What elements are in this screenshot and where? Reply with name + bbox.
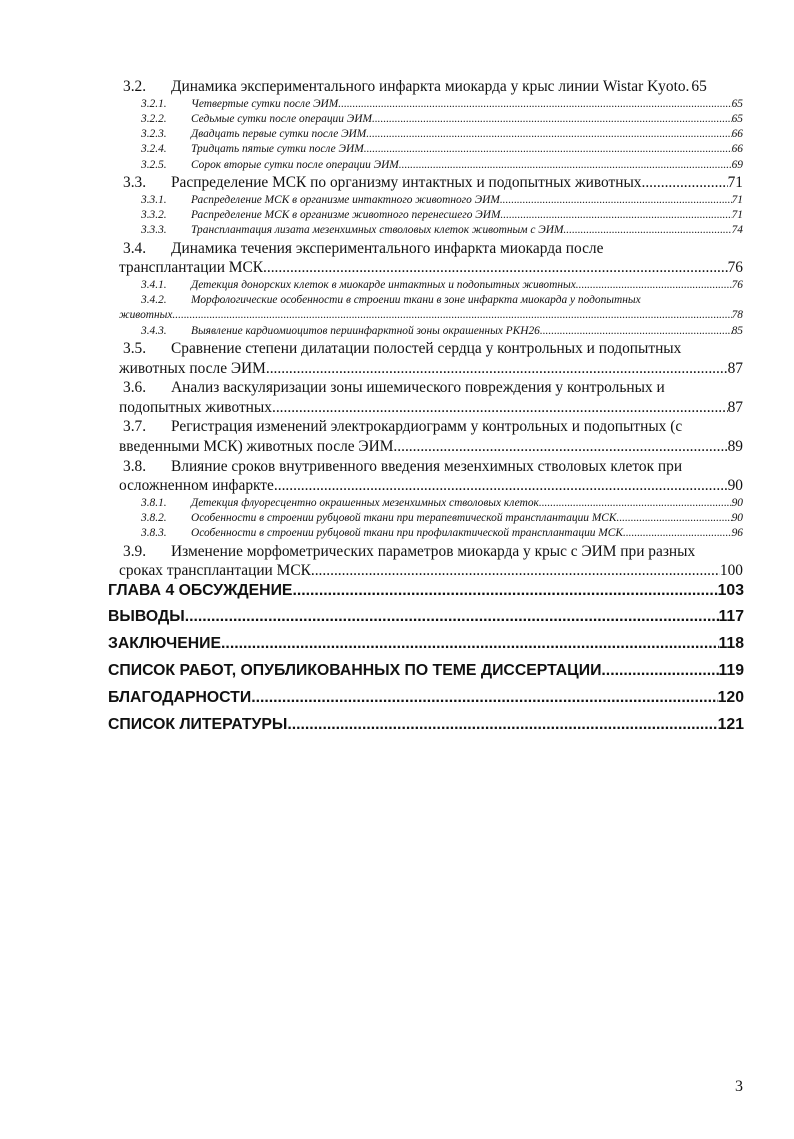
toc-chapter-publications[interactable]	[108, 661, 744, 681]
toc-leader	[292, 581, 717, 601]
toc-entry-3-4-1[interactable]	[123, 278, 743, 293]
toc-page: 65	[691, 78, 707, 95]
toc-page: 87	[727, 359, 743, 377]
toc-leader	[542, 496, 732, 511]
toc-title: Влияние сроков внутривенного введения мезенхимных стволовых клеток при	[171, 457, 683, 475]
toc-title: Распределение МСК в организме животного перенесшего ЭИМ.	[191, 208, 504, 221]
toc-title: Седьмые сутки после операции ЭИМ.	[191, 112, 375, 125]
toc-page: 65	[731, 97, 743, 110]
toc-number: 3.5.	[123, 339, 147, 357]
toc-title: Сравнение степени дилатации полостей сердца у контрольных и подопытных	[171, 339, 682, 357]
toc-page: 118	[718, 635, 744, 652]
toc-title: Четвертые сутки после ЭИМ.	[191, 97, 342, 110]
toc-number: 3.8.1.	[141, 496, 167, 509]
toc-leader	[276, 398, 728, 418]
toc-number: 3.2.4.	[141, 143, 167, 156]
toc-entry-3-4[interactable]	[119, 239, 743, 278]
toc-title: Изменение морфометрических параметров миокарда у крыс с ЭИМ при разных	[171, 542, 696, 560]
toc-page: 65	[731, 112, 743, 125]
toc-entry-3-7[interactable]	[119, 417, 743, 456]
toc-chapter-acknowledgements[interactable]	[108, 688, 744, 708]
toc-title-continued: животных после ЭИМ.	[119, 359, 270, 377]
toc-number: 3.3.1.	[141, 193, 167, 206]
toc-leader	[619, 511, 731, 526]
toc-title: Морфологические особенности в строении ткани в зоне инфаркта миокарда у подопытных	[191, 294, 641, 307]
toc-number: 3.7.	[123, 418, 147, 436]
toc-chapter-discussion[interactable]	[108, 581, 744, 601]
toc-chapter-title: СПИСОК ЛИТЕРАТУРЫ	[108, 716, 288, 733]
toc-entry-3-4-2[interactable]	[119, 293, 743, 324]
toc-title-continued: осложненном инфаркте.	[119, 477, 278, 495]
toc-entry-3-8-1[interactable]	[123, 496, 743, 511]
toc-page: 87	[727, 398, 743, 416]
toc-leader	[503, 193, 732, 208]
table-of-contents	[119, 77, 743, 581]
toc-number: 3.2.	[123, 78, 147, 95]
toc-number: 3.2.2.	[141, 112, 167, 125]
toc-entry-3-2-1[interactable]	[123, 97, 743, 112]
toc-entry-3-8[interactable]	[119, 457, 743, 496]
toc-title-continued: подопытных животных.	[119, 398, 276, 416]
toc-page: 74	[731, 224, 743, 237]
toc-title: Динамика течения экспериментального инфаркта миокарда после	[171, 239, 604, 257]
toc-leader	[369, 127, 731, 142]
toc-entry-3-3-1[interactable]	[123, 193, 743, 208]
toc-page: 120	[717, 689, 744, 706]
toc-entry-3-4-3[interactable]	[123, 324, 743, 339]
toc-number: 3.6.	[123, 379, 147, 397]
toc-chapter-conclusions[interactable]	[108, 607, 744, 627]
toc-page: 90	[731, 496, 743, 509]
toc-title: Детекция флуоресцентно окрашенных мезенхимных стволовых клеток.	[191, 496, 542, 509]
toc-page: 78	[731, 309, 743, 322]
toc-number: 3.2.3.	[141, 128, 167, 141]
toc-title-continued: животных.	[119, 309, 176, 322]
toc-title-continued: сроках трансплантации МСК.	[119, 562, 315, 580]
toc-title: Распределение МСК в организме интактного животного ЭИМ.	[191, 193, 503, 206]
toc-entry-3-3-3[interactable]	[123, 223, 743, 238]
toc-number: 3.4.3.	[141, 324, 167, 337]
toc-page: 66	[731, 128, 743, 141]
page-number: 3	[735, 1078, 743, 1095]
toc-leader	[402, 158, 732, 173]
toc-page: 117	[718, 608, 744, 625]
toc-number: 3.8.2.	[141, 511, 167, 524]
toc-number: 3.2.5.	[141, 158, 167, 171]
toc-leader	[367, 142, 732, 157]
toc-chapter-title: БЛАГОДАРНОСТИ	[108, 689, 252, 706]
toc-title: Особенности в строении рубцовой ткани при профилактической трансплантации МСК.	[191, 527, 626, 540]
toc-chapter-title: ГЛАВА 4 ОБСУЖДЕНИЕ	[108, 582, 293, 599]
toc-title: Трансплантация лизата мезенхимных стволовых клеток животным с ЭИМ.	[191, 224, 567, 237]
toc-entry-3-3[interactable]	[123, 173, 743, 193]
toc-page: 89	[727, 437, 743, 455]
toc-title: Особенности в строении рубцовой ткани при терапевтической трансплантации МСК.	[191, 511, 620, 524]
toc-leader	[601, 661, 718, 681]
toc-page: 85	[731, 324, 743, 337]
toc-entry-3-5[interactable]	[119, 339, 743, 378]
toc-entry-3-2-5[interactable]	[123, 158, 743, 173]
toc-page: 103	[717, 582, 744, 599]
toc-entry-3-2-4[interactable]	[123, 142, 743, 157]
toc-number: 3.9.	[123, 542, 147, 560]
toc-page: 76	[731, 278, 743, 291]
toc-entry-3-2-2[interactable]	[123, 112, 743, 127]
toc-entry-3-3-2[interactable]	[123, 208, 743, 223]
toc-page: 76	[727, 259, 743, 277]
toc-title: Детекция донорских клеток в миокарде интактных и подопытных животных.	[191, 278, 579, 291]
toc-leader	[503, 208, 731, 223]
toc-page: 66	[731, 143, 743, 156]
toc-page: 119	[718, 662, 744, 679]
toc-chapter-title: СПИСОК РАБОТ, ОПУБЛИКОВАННЫХ ПО ТЕМЕ ДИССЕРТАЦИИ	[108, 662, 602, 679]
toc-page: 100	[719, 562, 743, 580]
toc-number: 3.8.3.	[141, 527, 167, 540]
toc-page: 69	[731, 158, 743, 171]
toc-chapter-summary[interactable]	[108, 634, 744, 654]
toc-leader	[315, 561, 720, 581]
toc-leader	[287, 715, 717, 735]
toc-title: Двадцать первые сутки после ЭИМ.	[191, 128, 370, 141]
toc-title-continued: трансплантации МСК.	[119, 259, 267, 277]
toc-number: 3.4.1.	[141, 278, 167, 291]
toc-leader	[641, 173, 727, 193]
toc-page: 96	[731, 527, 743, 540]
toc-page: 90	[727, 477, 743, 495]
toc-entry-3-9[interactable]	[119, 542, 743, 581]
toc-leader	[626, 526, 732, 541]
toc-leader	[270, 359, 728, 379]
toc-entry-3-6[interactable]	[119, 378, 743, 417]
toc-leader	[566, 223, 731, 238]
toc-leader	[221, 634, 718, 654]
toc-title: Анализ васкуляризации зоны ишемического повреждения у контрольных и	[171, 379, 665, 397]
toc-entry-3-8-3[interactable]	[123, 526, 743, 541]
toc-number: 3.4.	[123, 239, 147, 257]
toc-title: Регистрация изменений электрокардиограмм у контрольных и подопытных (с	[171, 418, 683, 436]
toc-leader	[341, 97, 731, 112]
toc-number: 3.3.2.	[141, 208, 167, 221]
toc-leader	[375, 112, 732, 127]
toc-number: 3.3.	[123, 174, 147, 192]
toc-number: 3.4.2.	[141, 294, 167, 307]
toc-leader	[185, 607, 719, 627]
toc-title: Распределение МСК по организму интактных и подопытных животных	[171, 174, 642, 192]
toc-leader	[579, 278, 732, 293]
toc-entry-3-8-2[interactable]	[123, 511, 743, 526]
toc-number: 3.3.3.	[141, 224, 167, 237]
toc-title: Динамика экспериментального инфаркта миокарда у крыс линии Wistar Kyoto.	[171, 78, 690, 95]
toc-page: 71	[727, 174, 743, 192]
toc-leader	[267, 258, 728, 278]
toc-leader	[278, 476, 728, 496]
toc-title: Сорок вторые сутки после операции ЭИМ.	[191, 158, 402, 171]
toc-title: Тридцать пятые сутки после ЭИМ.	[191, 143, 367, 156]
toc-page: 90	[731, 511, 743, 524]
toc-entry-3-2[interactable]	[123, 77, 743, 97]
toc-leader	[175, 308, 731, 323]
toc-number: 3.2.1.	[141, 97, 167, 110]
toc-number: 3.8.	[123, 457, 147, 475]
toc-leader	[251, 688, 717, 708]
toc-page: 121	[717, 716, 744, 733]
toc-leader	[543, 324, 732, 339]
toc-title-continued: введенными МСК) животных после ЭИМ.	[119, 437, 398, 455]
toc-chapter-references[interactable]	[108, 715, 744, 735]
toc-page: 71	[731, 193, 743, 206]
toc-entry-3-2-3[interactable]	[123, 127, 743, 142]
toc-chapter-title: ВЫВОДЫ	[108, 608, 185, 625]
toc-chapter-title: ЗАКЛЮЧЕНИЕ	[108, 635, 222, 652]
toc-page: 71	[731, 208, 743, 221]
toc-title: Выявление кардиомиоцитов периинфарктной зоны окрашенных PKH26.	[191, 324, 543, 337]
toc-leader	[397, 437, 727, 457]
